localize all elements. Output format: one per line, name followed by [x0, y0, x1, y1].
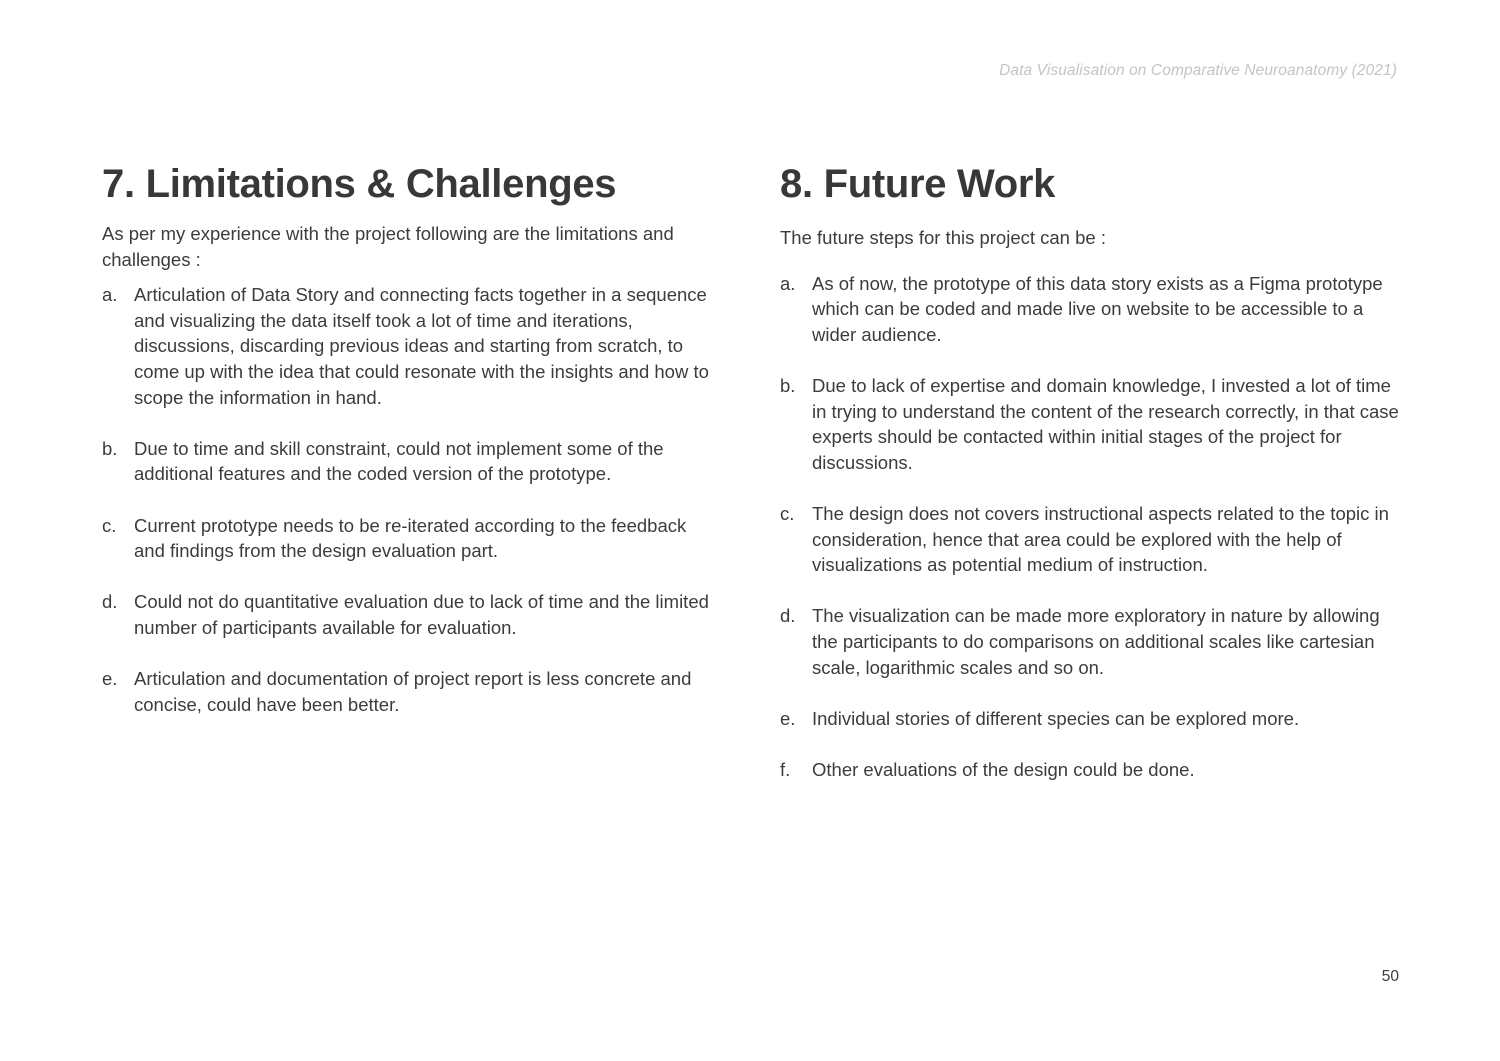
list-marker: b.: [780, 374, 796, 396]
list-item-text: The visualization can be made more exploratory in nature by allowing the participants to do comparisons on additional scales like cartesian scale, logarithmic scales and so on.: [812, 605, 1380, 678]
list-item-text: The design does not covers instructional aspects related to the topic in consideration, hence that area could be explored with the help of visualizations as potential medium of instruction.: [812, 502, 1389, 576]
list-item-text: Articulation of Data Story and connecting facts together in a sequence and visualizing the data itself took a lot of time and iterations, discussions, discarding previous ideas and starting from scratch, to come up with the idea that could resonate with the insights and how to scope the information in hand.: [134, 284, 709, 408]
page-number: 50: [1381, 968, 1399, 985]
list-marker: c.: [102, 514, 117, 536]
limitations-section: [102, 160, 714, 743]
list-marker: e.: [102, 668, 118, 690]
list-item-text: As of now, the prototype of this data story exists as a Figma prototype which can be coded and made live on website to be accessible to a wider audience.: [812, 272, 1383, 345]
list-marker: e.: [780, 707, 796, 729]
list-marker: d.: [780, 605, 796, 627]
list-item: [102, 666, 714, 717]
future-work-intro: The future steps for this project can be :: [780, 227, 1106, 248]
future-work-title: 8. Future Work: [780, 162, 1056, 206]
list-item: [780, 603, 1400, 680]
list-marker: f.: [780, 758, 791, 780]
list-marker: c.: [780, 502, 795, 524]
list-item: [780, 271, 1400, 348]
list-marker: d.: [102, 591, 118, 613]
limitations-title: 7. Limitations & Challenges: [102, 162, 617, 206]
list-item-text: Articulation and documentation of project report is less concrete and concise, could have been better.: [134, 668, 692, 715]
list-item-text: Due to lack of expertise and domain knowledge, I invested a lot of time in trying to understand the content of the research correctly, in that case experts should be contacted within initial stages of the project for discussions.: [812, 374, 1399, 473]
list-item: [102, 282, 714, 410]
list-item: [780, 373, 1400, 475]
list-marker: b.: [102, 437, 118, 459]
limitations-list: [102, 282, 714, 717]
limitations-intro: As per my experience with the project following are the limitations and challenges :: [102, 223, 674, 270]
list-item: [780, 501, 1400, 578]
list-marker: a.: [780, 272, 796, 294]
list-item: [102, 589, 714, 640]
list-item: [102, 436, 714, 487]
list-item-text: Due to time and skill constraint, could not implement some of the additional features and the coded version of the prototype.: [134, 437, 664, 485]
future-work-section: [780, 160, 1400, 808]
future-work-list: [780, 271, 1400, 783]
list-item: [102, 513, 714, 564]
list-item: [780, 757, 1400, 783]
list-item: [780, 706, 1400, 732]
running-header: Data Visualisation on Comparative Neuroanatomy (2021): [999, 62, 1397, 79]
list-item-text: Individual stories of different species can be explored more.: [812, 707, 1300, 729]
list-marker: a.: [102, 284, 118, 306]
list-item-text: Could not do quantitative evaluation due to lack of time and the limited number of participants available for evaluation.: [134, 591, 709, 638]
list-item-text: Other evaluations of the design could be done.: [812, 758, 1195, 780]
list-item-text: Current prototype needs to be re-iterated according to the feedback and findings from the design evaluation part.: [134, 514, 687, 562]
